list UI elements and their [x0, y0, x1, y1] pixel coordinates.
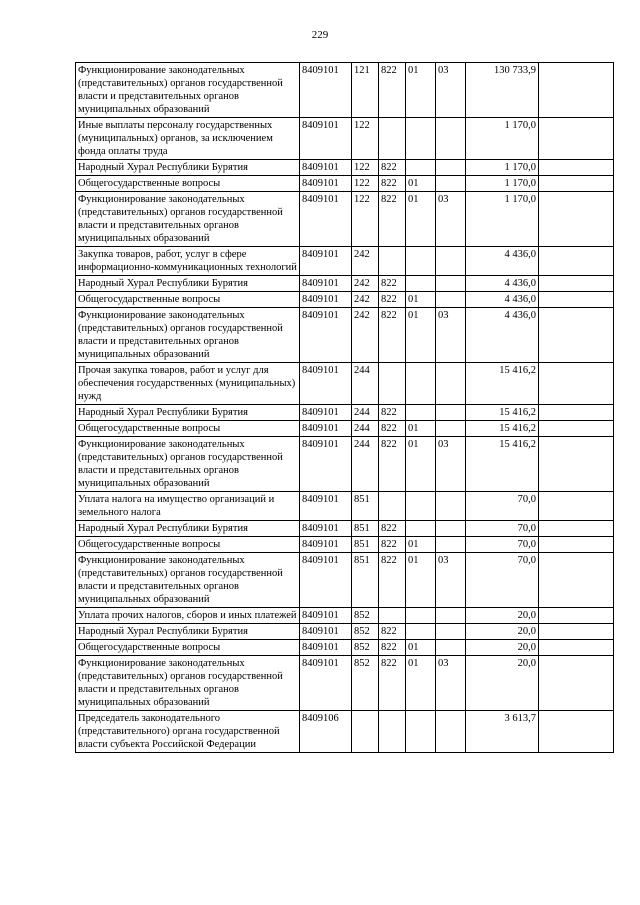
section-cell: 01: [406, 553, 436, 608]
table-row: [76, 176, 614, 192]
table-row: [76, 624, 614, 640]
section-cell: [406, 608, 436, 624]
row-name-cell: Прочая закупка товаров, работ и услуг для обеспечения государственных (муниципальных) нужд: [76, 363, 300, 405]
target-article-cell: 8409101: [300, 421, 352, 437]
table-row: [76, 192, 614, 247]
amount-cell: 4 436,0: [466, 276, 539, 292]
target-article-cell: 8409101: [300, 276, 352, 292]
empty-cell: [539, 421, 614, 437]
expense-type-cell: 242: [352, 292, 379, 308]
row-name-cell: Закупка товаров, работ, услуг в сфере информационно-коммуникационных технологий: [76, 247, 300, 276]
table-row: [76, 247, 614, 276]
empty-cell: [539, 437, 614, 492]
ministry-code-cell: 822: [379, 521, 406, 537]
subsection-cell: [436, 160, 466, 176]
expense-type-cell: 244: [352, 363, 379, 405]
ministry-code-cell: 822: [379, 292, 406, 308]
amount-cell: 4 436,0: [466, 308, 539, 363]
target-article-cell: 8409101: [300, 553, 352, 608]
section-cell: [406, 405, 436, 421]
amount-cell: 1 170,0: [466, 176, 539, 192]
empty-cell: [539, 63, 614, 118]
table-row: [76, 421, 614, 437]
target-article-cell: 8409101: [300, 308, 352, 363]
section-cell: 01: [406, 437, 436, 492]
amount-cell: 70,0: [466, 553, 539, 608]
subsection-cell: [436, 247, 466, 276]
section-cell: [406, 118, 436, 160]
section-cell: [406, 521, 436, 537]
section-cell: [406, 363, 436, 405]
row-name-cell: Общегосударственные вопросы: [76, 421, 300, 437]
expense-type-cell: 851: [352, 537, 379, 553]
row-name-cell: Народный Хурал Республики Бурятия: [76, 276, 300, 292]
target-article-cell: 8409101: [300, 492, 352, 521]
empty-cell: [539, 640, 614, 656]
amount-cell: 1 170,0: [466, 118, 539, 160]
section-cell: [406, 247, 436, 276]
subsection-cell: [436, 276, 466, 292]
section-cell: [406, 711, 436, 753]
expense-type-cell: 122: [352, 176, 379, 192]
row-name-cell: Общегосударственные вопросы: [76, 640, 300, 656]
table-row: [76, 118, 614, 160]
budget-table: [75, 62, 614, 753]
row-name-cell: Функционирование законодательных (представительных) органов государственной власти и представительных органов муниципальных образований: [76, 553, 300, 608]
empty-cell: [539, 405, 614, 421]
ministry-code-cell: 822: [379, 553, 406, 608]
amount-cell: 20,0: [466, 624, 539, 640]
amount-cell: 4 436,0: [466, 292, 539, 308]
row-name-cell: Функционирование законодательных (представительных) органов государственной власти и представительных органов муниципальных образований: [76, 192, 300, 247]
subsection-cell: 03: [436, 437, 466, 492]
table-row: [76, 711, 614, 753]
section-cell: 01: [406, 292, 436, 308]
expense-type-cell: 852: [352, 624, 379, 640]
subsection-cell: [436, 176, 466, 192]
row-name-cell: Уплата налога на имущество организаций и земельного налога: [76, 492, 300, 521]
empty-cell: [539, 711, 614, 753]
section-cell: 01: [406, 308, 436, 363]
table-row: [76, 63, 614, 118]
row-name-cell: Народный Хурал Республики Бурятия: [76, 521, 300, 537]
table-row: [76, 308, 614, 363]
table-row: [76, 492, 614, 521]
table-row: [76, 276, 614, 292]
ministry-code-cell: [379, 363, 406, 405]
ministry-code-cell: 822: [379, 160, 406, 176]
amount-cell: 20,0: [466, 640, 539, 656]
target-article-cell: 8409101: [300, 247, 352, 276]
expense-type-cell: 121: [352, 63, 379, 118]
subsection-cell: [436, 537, 466, 553]
subsection-cell: 03: [436, 656, 466, 711]
table-row: [76, 292, 614, 308]
row-name-cell: Народный Хурал Республики Бурятия: [76, 624, 300, 640]
ministry-code-cell: [379, 492, 406, 521]
target-article-cell: 8409101: [300, 624, 352, 640]
ministry-code-cell: [379, 118, 406, 160]
expense-type-cell: 852: [352, 656, 379, 711]
target-article-cell: 8409101: [300, 537, 352, 553]
ministry-code-cell: 822: [379, 192, 406, 247]
row-name-cell: Функционирование законодательных (представительных) органов государственной власти и представительных органов муниципальных образований: [76, 63, 300, 118]
row-name-cell: Функционирование законодательных (представительных) органов государственной власти и представительных органов муниципальных образований: [76, 308, 300, 363]
section-cell: 01: [406, 656, 436, 711]
table-row: [76, 608, 614, 624]
target-article-cell: 8409101: [300, 176, 352, 192]
table-row: [76, 363, 614, 405]
subsection-cell: [436, 118, 466, 160]
expense-type-cell: 122: [352, 118, 379, 160]
expense-type-cell: 244: [352, 421, 379, 437]
ministry-code-cell: 822: [379, 405, 406, 421]
subsection-cell: [436, 624, 466, 640]
row-name-cell: Народный Хурал Республики Бурятия: [76, 405, 300, 421]
amount-cell: 15 416,2: [466, 363, 539, 405]
table-row: [76, 405, 614, 421]
expense-type-cell: 242: [352, 308, 379, 363]
amount-cell: 15 416,2: [466, 421, 539, 437]
amount-cell: 20,0: [466, 656, 539, 711]
table-row: [76, 640, 614, 656]
target-article-cell: 8409101: [300, 192, 352, 247]
expense-type-cell: 244: [352, 405, 379, 421]
table-row: [76, 521, 614, 537]
target-article-cell: 8409106: [300, 711, 352, 753]
row-name-cell: Общегосударственные вопросы: [76, 537, 300, 553]
subsection-cell: 03: [436, 192, 466, 247]
empty-cell: [539, 656, 614, 711]
budget-table-body: [76, 63, 614, 753]
subsection-cell: [436, 640, 466, 656]
subsection-cell: [436, 421, 466, 437]
empty-cell: [539, 292, 614, 308]
expense-type-cell: 851: [352, 492, 379, 521]
expense-type-cell: 852: [352, 608, 379, 624]
subsection-cell: [436, 292, 466, 308]
target-article-cell: 8409101: [300, 118, 352, 160]
row-name-cell: Народный Хурал Республики Бурятия: [76, 160, 300, 176]
subsection-cell: 03: [436, 308, 466, 363]
target-article-cell: 8409101: [300, 656, 352, 711]
row-name-cell: Уплата прочих налогов, сборов и иных платежей: [76, 608, 300, 624]
empty-cell: [539, 176, 614, 192]
target-article-cell: 8409101: [300, 292, 352, 308]
ministry-code-cell: 822: [379, 308, 406, 363]
row-name-cell: Общегосударственные вопросы: [76, 176, 300, 192]
section-cell: [406, 624, 436, 640]
expense-type-cell: 244: [352, 437, 379, 492]
target-article-cell: 8409101: [300, 405, 352, 421]
amount-cell: 70,0: [466, 521, 539, 537]
table-row: [76, 537, 614, 553]
empty-cell: [539, 492, 614, 521]
target-article-cell: 8409101: [300, 363, 352, 405]
ministry-code-cell: 822: [379, 421, 406, 437]
ministry-code-cell: 822: [379, 640, 406, 656]
expense-type-cell: [352, 711, 379, 753]
ministry-code-cell: [379, 247, 406, 276]
amount-cell: 3 613,7: [466, 711, 539, 753]
ministry-code-cell: 822: [379, 176, 406, 192]
subsection-cell: [436, 521, 466, 537]
subsection-cell: [436, 405, 466, 421]
amount-cell: 15 416,2: [466, 405, 539, 421]
ministry-code-cell: 822: [379, 656, 406, 711]
expense-type-cell: 122: [352, 160, 379, 176]
empty-cell: [539, 308, 614, 363]
target-article-cell: 8409101: [300, 521, 352, 537]
page-number: 229: [311, 29, 329, 41]
expense-type-cell: 242: [352, 276, 379, 292]
row-name-cell: Функционирование законодательных (представительных) органов государственной власти и представительных органов муниципальных образований: [76, 437, 300, 492]
empty-cell: [539, 363, 614, 405]
expense-type-cell: 122: [352, 192, 379, 247]
row-name-cell: Функционирование законодательных (представительных) органов государственной власти и представительных органов муниципальных образований: [76, 656, 300, 711]
ministry-code-cell: [379, 608, 406, 624]
empty-cell: [539, 192, 614, 247]
section-cell: [406, 160, 436, 176]
ministry-code-cell: [379, 711, 406, 753]
ministry-code-cell: 822: [379, 63, 406, 118]
empty-cell: [539, 608, 614, 624]
target-article-cell: 8409101: [300, 608, 352, 624]
empty-cell: [539, 537, 614, 553]
amount-cell: 130 733,9: [466, 63, 539, 118]
amount-cell: 15 416,2: [466, 437, 539, 492]
ministry-code-cell: 822: [379, 437, 406, 492]
subsection-cell: [436, 363, 466, 405]
section-cell: 01: [406, 63, 436, 118]
target-article-cell: 8409101: [300, 63, 352, 118]
amount-cell: 4 436,0: [466, 247, 539, 276]
target-article-cell: 8409101: [300, 640, 352, 656]
subsection-cell: [436, 711, 466, 753]
target-article-cell: 8409101: [300, 437, 352, 492]
empty-cell: [539, 118, 614, 160]
ministry-code-cell: 822: [379, 537, 406, 553]
table-row: [76, 553, 614, 608]
amount-cell: 70,0: [466, 492, 539, 521]
table-row: [76, 656, 614, 711]
table-row: [76, 160, 614, 176]
expense-type-cell: 851: [352, 521, 379, 537]
section-cell: [406, 492, 436, 521]
subsection-cell: [436, 492, 466, 521]
empty-cell: [539, 521, 614, 537]
expense-type-cell: 851: [352, 553, 379, 608]
empty-cell: [539, 160, 614, 176]
subsection-cell: 03: [436, 553, 466, 608]
row-name-cell: Общегосударственные вопросы: [76, 292, 300, 308]
row-name-cell: Председатель законодательного (представительного) органа государственной власти субъекта Российской Федерации: [76, 711, 300, 753]
ministry-code-cell: 822: [379, 276, 406, 292]
table-row: [76, 437, 614, 492]
row-name-cell: Иные выплаты персоналу государственных (муниципальных) органов, за исключением фонда оплаты труда: [76, 118, 300, 160]
section-cell: 01: [406, 537, 436, 553]
amount-cell: 1 170,0: [466, 160, 539, 176]
section-cell: 01: [406, 640, 436, 656]
section-cell: 01: [406, 192, 436, 247]
empty-cell: [539, 247, 614, 276]
empty-cell: [539, 553, 614, 608]
ministry-code-cell: 822: [379, 624, 406, 640]
expense-type-cell: 852: [352, 640, 379, 656]
amount-cell: 20,0: [466, 608, 539, 624]
amount-cell: 1 170,0: [466, 192, 539, 247]
empty-cell: [539, 624, 614, 640]
empty-cell: [539, 276, 614, 292]
expense-type-cell: 242: [352, 247, 379, 276]
subsection-cell: 03: [436, 63, 466, 118]
section-cell: 01: [406, 176, 436, 192]
subsection-cell: [436, 608, 466, 624]
section-cell: 01: [406, 421, 436, 437]
amount-cell: 70,0: [466, 537, 539, 553]
target-article-cell: 8409101: [300, 160, 352, 176]
section-cell: [406, 276, 436, 292]
